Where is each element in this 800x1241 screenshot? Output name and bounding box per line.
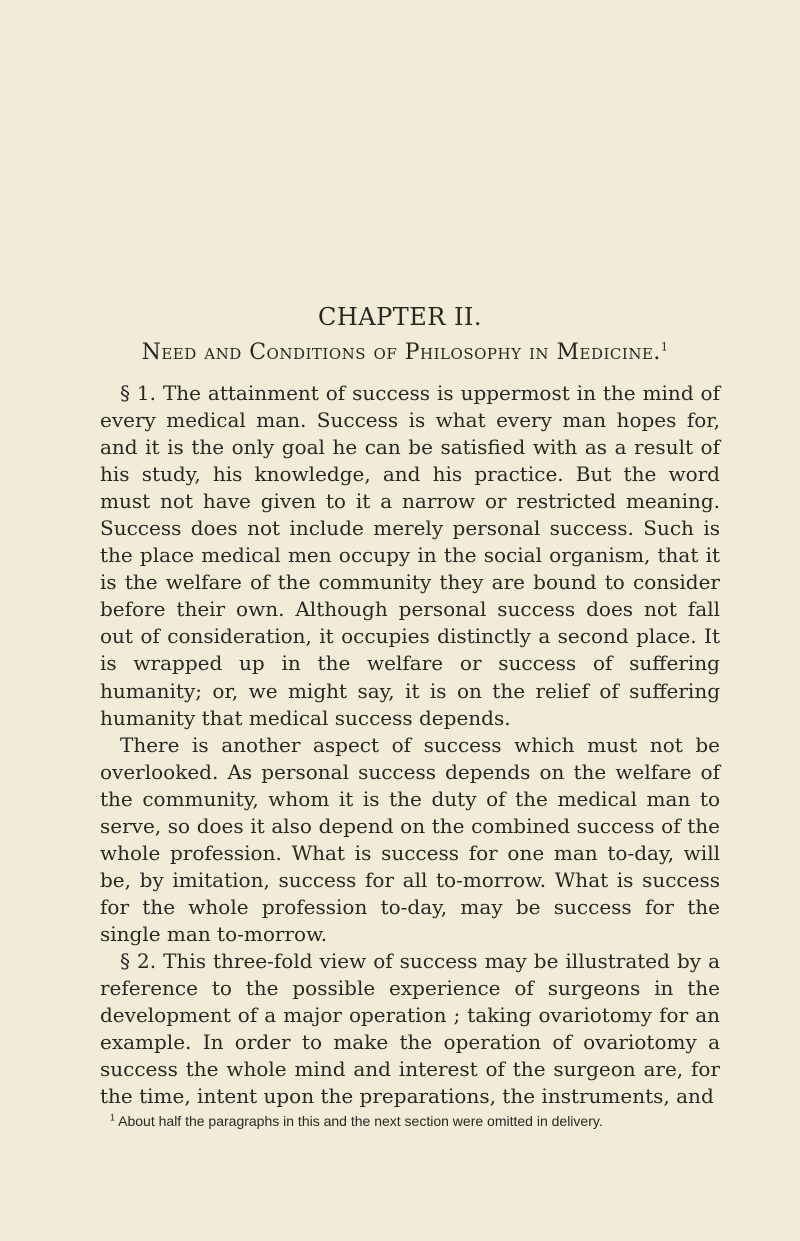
section-title-text: Need and Conditions of Philosophy in Medicine. [141, 340, 661, 365]
body-text [100, 380, 720, 1110]
footnote [100, 1112, 720, 1130]
paragraph-section-2: § 2. This three-fold view of success may be illustrated by a reference to the possible experience of surgeons in the development of a major operation ; taking ovariotomy for an example. In order to make the operation of ovariotomy a success the whole mind and interest of the surgeon are, for the time, intent upon the preparations, the instruments, and [100, 948, 720, 1109]
footnote-text: About half the paragraphs in this and the next section were omitted in delivery. [118, 1113, 603, 1129]
paragraph-section-1: § 1. The attainment of success is uppermost in the mind of every medical man. Success is what every man hopes for, and it is the only goal he can be satisfied with as a result of his study, his knowledge, and his practice. But the word must not have given to it a narrow or restricted meaning. Success does not include merely personal success. Such is the place medical men occupy in the social organism, that it is the welfare of the community they are bound to consider before their own. Although personal success does not fall out of consideration, it occupies distinctly a second place. It is wrapped up in the welfare or success of suffering humanity; or, we might say, it is on the relief of suffering humanity that medical success depends. [100, 381, 720, 730]
chapter-title: CHAPTER II. [317, 303, 483, 331]
paragraph-another-aspect: There is another aspect of success which must not be overlooked. As personal success depends on the welfare of the community, whom it is the duty of the medical man to serve, so does it also depend on the combined success of the whole profession. What is success for one man to-day, will be, by imitation, success for all to-morrow. What is success for the whole profession to-day, may be success for the single man to-morrow. [100, 732, 720, 946]
footnote-reference: 1 [660, 340, 669, 354]
footnote-mark: 1 [110, 1112, 116, 1123]
section-title [100, 340, 710, 365]
